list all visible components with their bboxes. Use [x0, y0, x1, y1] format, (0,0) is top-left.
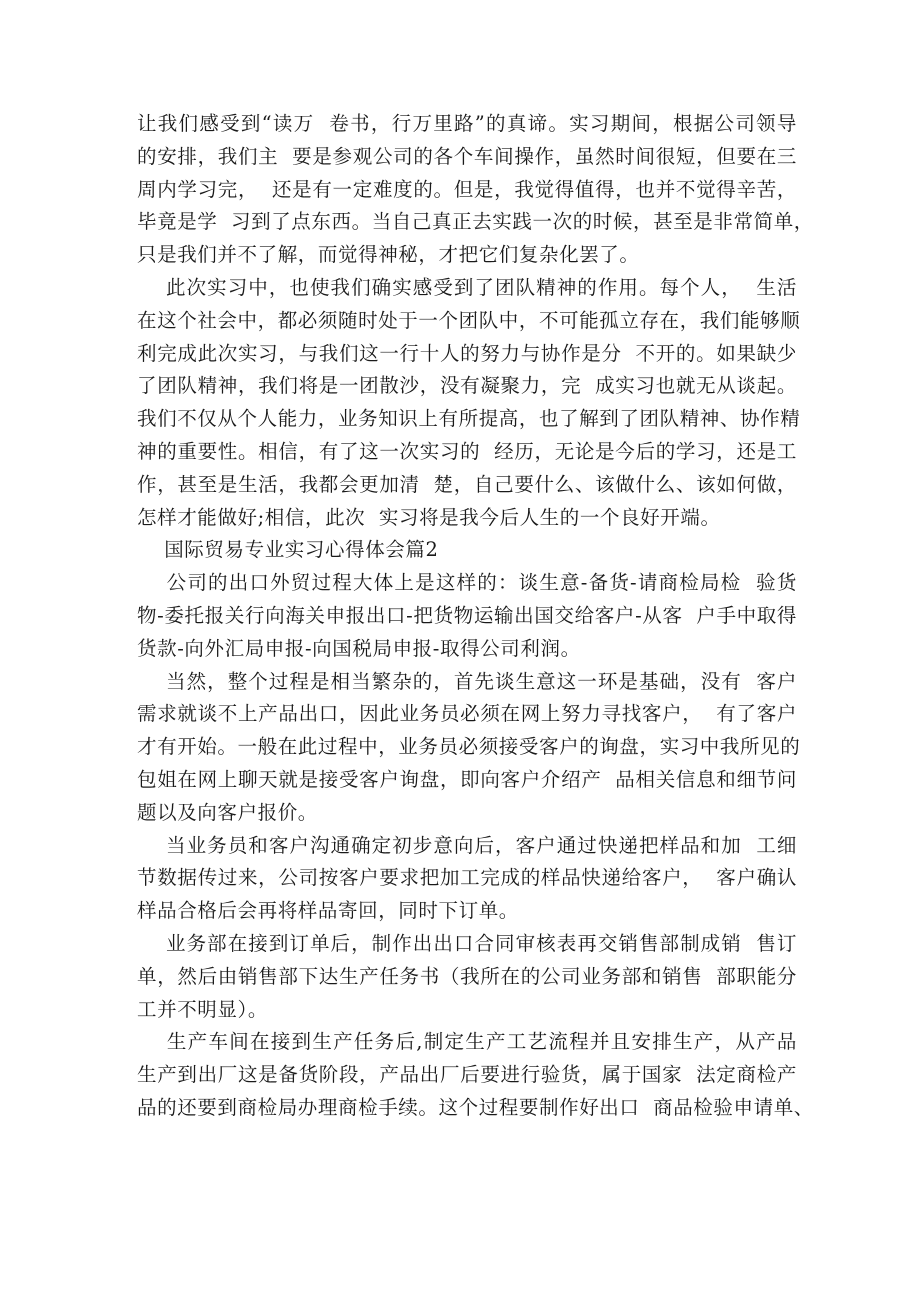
section-heading-text: 国际贸易专业实习心得体会篇2: [137, 538, 439, 562]
body-paragraph: [137, 1026, 814, 1124]
text-line: 的安排，我们主 要是参观公司的各个车间操作，虽然时间很短，但要在三: [137, 144, 797, 168]
text-line: 货款-向外汇局申报-向国税局申报-取得公司利润。: [137, 636, 581, 660]
text-line: 需求就谈不上产品出口，因此业务员必须在网上努力寻找客户， 有了客户: [137, 702, 797, 726]
body-paragraph: [137, 830, 797, 928]
text-line: 了团队精神，我们将是一团散沙，没有凝聚力，完 成实习也就无从谈起。: [137, 374, 797, 398]
text-line: 包姐在网上聊天就是接受客户询盘，即向客户介绍产 品相关信息和细节问: [137, 767, 797, 791]
body-paragraph: [137, 928, 797, 1026]
text-line: 单，然后由销售部下达生产任务书（我所在的公司业务部和销售 部职能分: [137, 964, 797, 988]
text-line: 业务部在接到订单后，制作出出口合同审核表再交销售部制成销 售订: [137, 931, 797, 955]
text-line: 毕竟是学 习到了点东西。当自己真正去实践一次的时候，甚至是非常简单，: [137, 210, 814, 234]
text-line: 当然，整个过程是相当繁杂的，首先谈生意这一环是基础，没有 客户: [137, 669, 797, 693]
text-line: 品的还要到商检局办理商检手续。这个过程要制作好出口 商品检验申请单、: [137, 1095, 814, 1119]
text-line: 公司的出口外贸过程大体上是这样的：谈生意-备货-请商检局检 验货: [137, 571, 797, 595]
body-paragraph: [137, 272, 801, 534]
body-paragraph: [137, 666, 801, 830]
text-line: 当业务员和客户沟通确定初步意向后，客户通过快递把样品和加 工细: [137, 833, 797, 857]
text-line: 怎样才能做好;相信，此次 实习将是我今后人生的一个良好开端。: [137, 505, 721, 529]
text-line: 作，甚至是生活，我都会更加清 楚，自己要什么、该做什么、该如何做，: [137, 472, 797, 496]
text-line: 在这个社会中，都必须随时处于一个团队中，不可能孤立存在，我们能够顺: [137, 308, 801, 332]
text-line: 此次实习中，也使我们确实感受到了团队精神的作用。每个人， 生活: [137, 275, 797, 299]
text-line: 神的重要性。相信，有了这一次实习的 经历，无论是今后的学习，还是工: [137, 439, 797, 463]
body-paragraph: [137, 567, 797, 665]
body-paragraph: [137, 108, 814, 272]
text-line: 生产车间在接到生产任务后,制定生产工艺流程并且安排生产，从产品: [137, 1030, 797, 1054]
text-line: 让我们感受到“读万 卷书，行万里路”的真谛。实习期间，根据公司领导: [137, 112, 797, 135]
text-line: 物-委托报关行向海关申报出口-把货物运输出国交给客户-从客 户手中取得: [137, 603, 797, 627]
text-line: 工并不明显）。: [137, 997, 268, 1021]
text-line: 利完成此次实习，与我们这一行十人的努力与协作是分 不开的。如果缺少: [137, 341, 797, 365]
document-page: [137, 108, 814, 1125]
text-line: 周内学习完， 还是有一定难度的。但是，我觉得值得，也并不觉得辛苦，: [137, 177, 797, 201]
text-line: 样品合格后会再将样品寄回，同时下订单。: [137, 899, 519, 923]
text-line: 题以及向客户报价。: [137, 800, 318, 824]
text-line: 只是我们并不了解，而觉得神秘，才把它们复杂化罢了。: [137, 243, 640, 267]
text-line: 节数据传过来，公司按客户要求把加工完成的样品快递给客户， 客户确认: [137, 866, 797, 890]
section-heading: [137, 534, 797, 567]
text-line: 才有开始。一般在此过程中，业务员必须接受客户的询盘，实习中我所见的: [137, 735, 801, 759]
text-line: 生产到出厂这是备货阶段，产品出厂后要进行验货，属于国家 法定商检产: [137, 1063, 797, 1087]
text-line: 我们不仅从个人能力，业务知识上有所提高，也了解到了团队精神、协作精: [137, 407, 801, 431]
